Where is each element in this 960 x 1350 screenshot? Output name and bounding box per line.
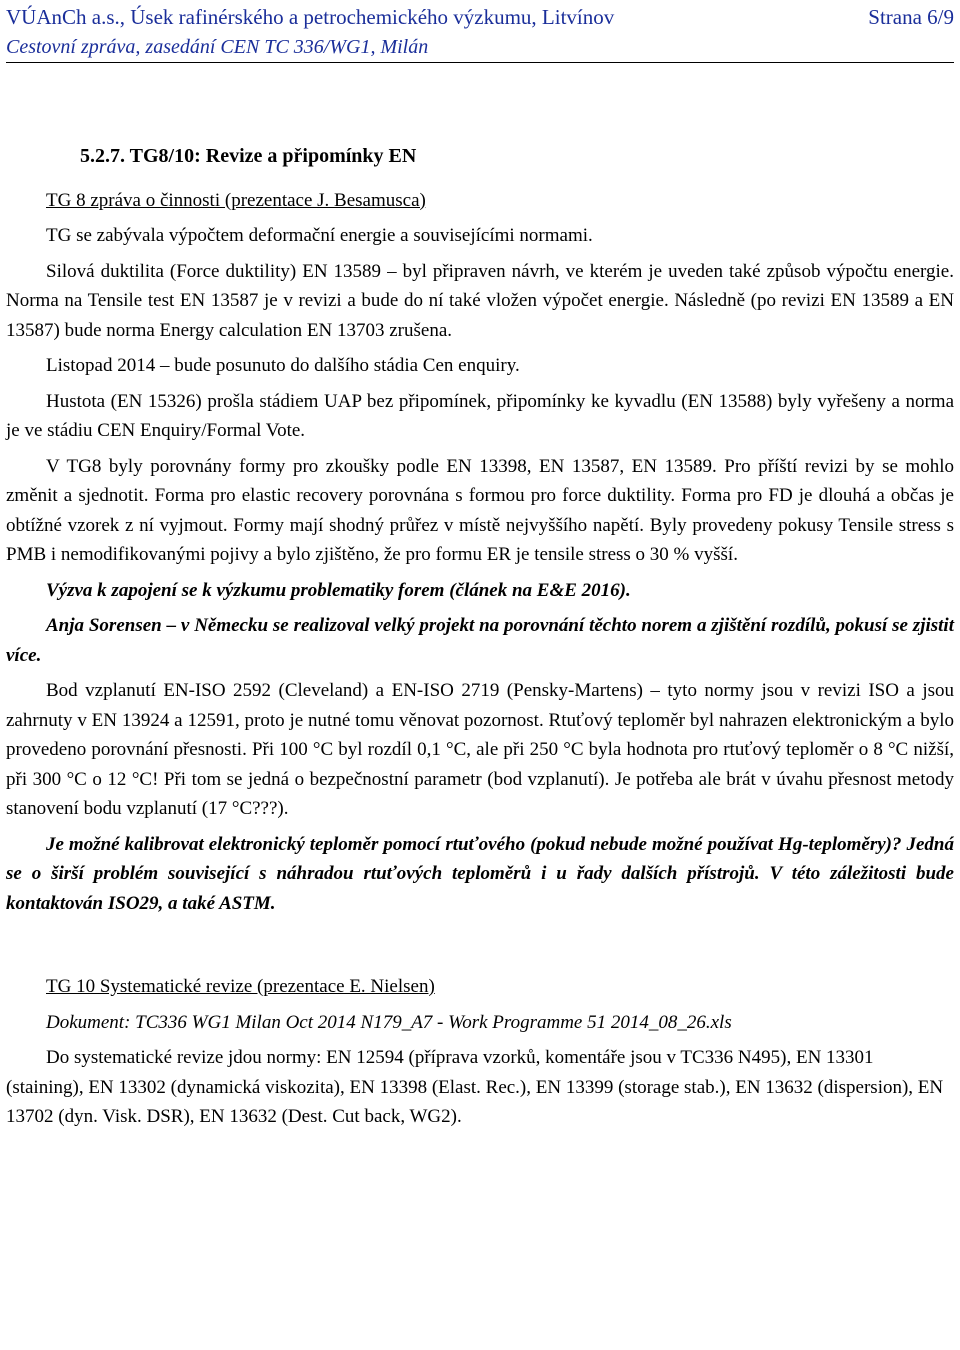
section-spacer [6,924,954,972]
paragraph-document-ref: Dokument: TC336 WG1 Milan Oct 2014 N179_A7 - Work Programme 51 2014_08_26.xls [46,1011,732,1033]
paragraph-energy: TG se zabývala výpočtem deformační energie a souvisejícími normami. [46,225,593,246]
paragraph-call-to-action: Výzva k zapojení se k výzkumu problematiky forem (článek na E&E 2016). [46,579,631,601]
paragraph-tg8-report [6,186,954,216]
page-header [6,2,954,63]
header-line [6,2,954,32]
section-heading: 5.2.7. TG8/10: Revize a připomínky EN [80,145,417,167]
document-body [6,142,954,1138]
page-number: Strana 6/9 [868,5,954,29]
paragraph-force-ductility: Silová duktilita (Force duktility) EN 13589 – byl připraven návrh, ve kterém je uveden také způsob výpočtu energie. Norma na Tensile test EN 13587 je v revizi a bude do ní také vložen výpočet energie. Následně (po revizi EN 13589 a EN 13587) bude norma Energy calculation EN 13703 zrušena. [6,260,954,341]
header-subtitle: Cestovní zpráva, zasedání CEN TC 336/WG1, Milán [6,36,429,58]
paragraph-november: Listopad 2014 – bude posunuto do dalšího stádia Cen enquiry. [46,355,520,376]
paragraph-systematic-revision: Do systematické revize jdou normy: EN 12594 (příprava vzorků, komentáře jsou v TC336 N495), EN 13301 (staining), EN 13302 (dynamická viskozita), EN 13398 (Elast. Rec.), EN 13399 (storage stab.), EN 13632 (dispersion), EN 13702 (dyn. Visk. DSR), EN 13632 (Dest. Cut back, WG2). [6,1047,944,1127]
paragraph-density: Hustota (EN 15326) prošla stádiem UAP bez připomínek, připomínky ke kyvadlu (EN 13588) byly vyřešeny a norma je ve stádiu CEN Enquiry/Formal Vote. [6,390,954,441]
paragraph-molds: V TG8 byly porovnány formy pro zkoušky podle EN 13398, EN 13587, EN 13589. Pro příští revizi by se mohlo změnit a sjednotit. Forma pro elastic recovery porovnána s formou pro force duktility. Forma pro FD je dlouhá a občas je obtížné vzorek z ní vyjmout. Formy mají shodný průřez v místě nejvyššího napětí. Byly provedeny pokusy Tensile stress s PMB i nemodifikovanými pojivy a bylo zjištěno, že pro formu ER je tensile stress o 30 % vyšší. [6,455,954,565]
paragraph-tg10 [6,972,954,1002]
header-organization: VÚAnCh a.s., Úsek rafinérského a petrochemického výzkumu, Litvínov [6,5,615,29]
paragraph-anja-sorensen: Anja Sorensen – v Německu se realizoval velký projekt na porovnání těchto norem a zjištění rozdílů, pokusí se zjistit více. [6,615,954,666]
tg10-title: TG 10 Systematické revize (prezentace E. Nielsen) [46,976,435,997]
paragraph-calibration: Je možné kalibrovat elektronický teploměr pomocí rtuťového (pokud nebude možné používat Hg-teploměry)? Jedná se o širší problém související s náhradou rtuťových teploměrů i u řady dalších přístrojů. V této záležitosti bude kontaktován ISO29, a také ASTM. [6,833,954,914]
paragraph-flash-point: Bod vzplanutí EN-ISO 2592 (Cleveland) a EN-ISO 2719 (Pensky-Martens) – tyto normy jsou v revizi ISO a jsou zahrnuty v EN 13924 a 12591, proto je nutné tomu věnovat pozornost. Rtuťový teploměr byl nahrazen elektronickým a bylo provedeno porovnání přesnosti. Při 100 °C byl rozdíl 0,1 °C, ale při 250 °C byla hodnota pro rtuťový teploměr o 8 °C nižší, při 300 °C o 12 °C! Při tom se jedná o bezpečnostní parametr (bod vzplanutí). Je potřeba ale brát v úvahu přesnost metody stanovení bodu vzplanutí (17 °C???). [6,680,954,819]
tg8-report-title: TG 8 zpráva o činnosti (prezentace J. Besamusca) [46,189,426,211]
